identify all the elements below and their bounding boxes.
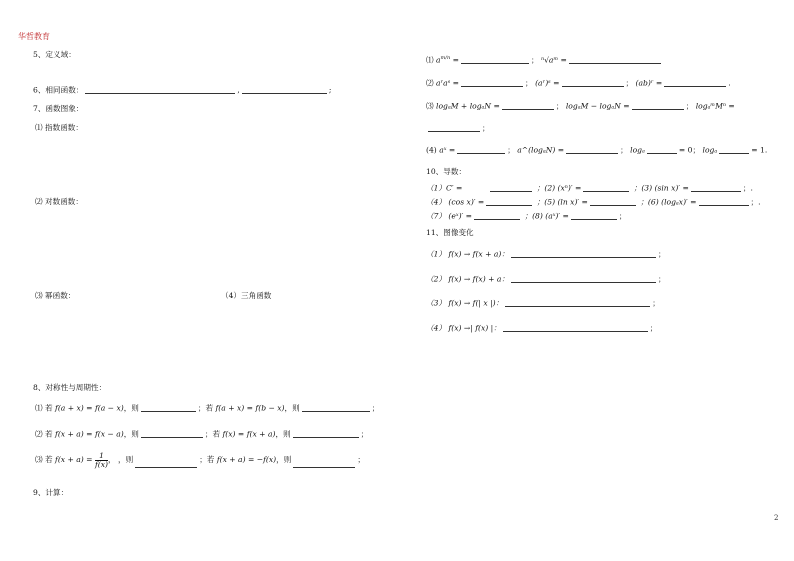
- sec6-label: 6、相同函数：: [33, 85, 84, 95]
- sec8-row-2: ⑵ 若 f(x + a) = f(x − a)，则 ；若 f(x) = f(x + a)，则 ；: [35, 429, 369, 439]
- calc-r3c-blank[interactable]: [428, 124, 480, 132]
- sec8-r1a-expr: f(a + x) = f(a − x): [55, 403, 124, 413]
- sec8-row-1: ⑴ 若 f(a + x) = f(a − x)，则 ；若 f(a + x) = f(b − x)，则 ；: [35, 403, 380, 413]
- deriv-2-blank[interactable]: [583, 184, 629, 192]
- deriv-7-blank[interactable]: [474, 212, 520, 220]
- calc-r2c-blank[interactable]: [664, 79, 726, 87]
- sec8-label: 8、对称性与周期性：: [33, 383, 107, 392]
- calc-row-3-cont: ；: [426, 124, 490, 132]
- graph-row-4: （4） f(x) →| f(x) |： ；: [426, 323, 658, 333]
- graph-4-blank[interactable]: [503, 324, 648, 332]
- sec10-label: 10、导数：: [426, 167, 467, 176]
- calc-r2a-blank[interactable]: [461, 79, 523, 87]
- deriv-row-2: （4） (cos x)′ = ；(5) (ln x)′ = ；(6) (logₐx)′ = ；.: [426, 197, 761, 207]
- sec8-r1a-blank[interactable]: [141, 404, 196, 412]
- calc-row-3: ⑶ logₐM + logₐN = ； logₐM − logₐN = ； logₐᵐMⁿ =: [426, 101, 735, 111]
- calc-r4a-blank[interactable]: [457, 146, 505, 154]
- sec7-exp-label: ⑴ 指数函数：: [35, 123, 83, 132]
- calc-r3b-blank[interactable]: [632, 102, 684, 110]
- sec8-r3b-blank[interactable]: [293, 460, 355, 468]
- calc-r2b-blank[interactable]: [562, 79, 624, 87]
- calc-r4b-blank[interactable]: [566, 146, 618, 154]
- sec7-power-label: ⑶ 幂函数：: [35, 291, 76, 300]
- deriv-5-blank[interactable]: [590, 198, 636, 206]
- sec8-r2b-blank[interactable]: [293, 430, 359, 438]
- sec8-r3a-lhs: f(x + a) =: [55, 455, 93, 465]
- calc-row-1: ⑴ $a^{m/n}$ = ； ⁿ√aᵐ =: [426, 56, 663, 64]
- brand-logo: 华哲教育: [18, 32, 50, 41]
- sec8-r1b-blank[interactable]: [302, 404, 370, 412]
- sec8-r2a-expr: f(x + a) = f(x − a): [55, 429, 124, 439]
- sec7-label: 7、函数图象：: [33, 104, 84, 113]
- sec7-trig-label: （4）三角函数: [221, 291, 272, 300]
- graph-2-blank[interactable]: [511, 275, 656, 283]
- sec6-blank-2[interactable]: [242, 86, 327, 94]
- graph-row-1: （1） f(x) → f(x + a)： ；: [426, 249, 666, 259]
- page-number: 2: [774, 514, 779, 522]
- sec8-r3a-blank[interactable]: [135, 460, 197, 468]
- calc-r4c-blank[interactable]: [647, 146, 677, 154]
- sec8-row-3: ⑶ 若 f(x + a) = $\frac{1}{f(x)}$ ， ，则 ；若 f(x + a) = −f(x)，则 ；: [35, 451, 365, 469]
- deriv-8-blank[interactable]: [571, 212, 617, 220]
- deriv-1-blank[interactable]: [490, 184, 532, 192]
- sec8-r1b-expr: f(a + x) = f(b − x): [215, 403, 285, 413]
- sec7-log-label: ⑵ 对数函数：: [35, 197, 83, 206]
- sec8-r3b-expr: f(x + a) = −f(x): [216, 455, 277, 465]
- deriv-6-blank[interactable]: [699, 198, 749, 206]
- graph-row-2: （2） f(x) → f(x) + a： ；: [426, 274, 666, 284]
- calc-r4d-blank[interactable]: [719, 146, 749, 154]
- calc-r3a-blank[interactable]: [502, 102, 554, 110]
- sec6-blank-1[interactable]: [85, 86, 235, 94]
- deriv-4-blank[interactable]: [486, 198, 532, 206]
- calc-row-4: (4) aˣ = ； a^(logₐN) = ； logₐ = 0； logₐ = 1.: [426, 145, 768, 155]
- sec5-label: 5、定义域：: [33, 50, 76, 59]
- sec9-label: 9、计算：: [33, 488, 69, 497]
- deriv-row-1: （1）C′ = ；(2) (xⁿ)′ = ；(3) (sin x)′ = ；.: [426, 183, 753, 193]
- deriv-3-blank[interactable]: [691, 184, 741, 192]
- sec11-label: 11、图像变化: [426, 228, 474, 237]
- calc-row-2: ⑵ aʳaˢ = ； (aʳ)ˢ = ； (ab)ʳ = .: [426, 78, 731, 88]
- calc-r1b-blank[interactable]: [569, 56, 661, 64]
- sec8-r3a-fraction: $\frac{1}{f(x)}$: [94, 451, 108, 469]
- graph-row-3: （3） f(x) → f(| x |)： ；: [426, 298, 660, 308]
- graph-1-blank[interactable]: [511, 250, 656, 258]
- graph-3-blank[interactable]: [505, 299, 650, 307]
- deriv-row-3: （7） (eˣ)′ = ；(8) (aˣ)′ = ；: [426, 211, 627, 221]
- calc-r1a-blank[interactable]: [461, 56, 529, 64]
- sec6-row: 6、相同函数： , ;: [33, 85, 332, 95]
- sec8-r2b-expr: f(x) = f(x + a): [222, 429, 276, 439]
- sec8-r2a-blank[interactable]: [141, 430, 203, 438]
